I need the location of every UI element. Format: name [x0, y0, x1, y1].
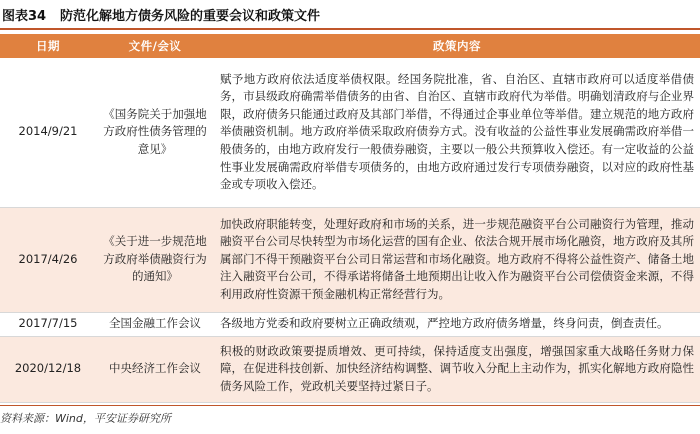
row-document: 《关于进一步规范地方政府举债融资行为的通知》	[96, 207, 214, 312]
figure-number: 图表34	[2, 9, 47, 24]
row-content: 赋予地方政府依法适度举债权限。经国务院批准，省、自治区、直辖市政府可以适度举借债务，市县级政府确需举借债务的由省、自治区、直辖市政府代为举借。明确划清政府与企业界限，政府债务只能通过政府及其部门举借，不得通过企事业单位等举借。建立规范的地方政府举债融资机制。地方政府举债采取政府债券方式。没有收益的公益性事业发展确需政府举借一般债务的，由地方政府发行一般债券融资，主要以一般公共预算收入偿还。有一定收益的公益性事业发展确需政府举借专项债务的，由地方政府通过发行专项债券融资，以对应的政府性基金或专项收入偿还。	[214, 58, 700, 207]
row-date: 2020/12/18	[0, 336, 96, 402]
figure-title	[2, 6, 320, 28]
header-content: 政策内容	[214, 34, 700, 58]
table-row	[0, 312, 700, 336]
row-document: 《国务院关于加强地方政府性债务管理的意见》	[96, 58, 214, 207]
table-header-row	[0, 34, 700, 58]
row-document: 中央经济工作会议	[96, 336, 214, 402]
source-note: 资料来源：Wind，平安证券研究所	[0, 412, 171, 425]
policy-table	[0, 34, 700, 403]
row-date: 2017/4/26	[0, 207, 96, 312]
header-date: 日期	[0, 34, 96, 58]
source-divider	[0, 405, 700, 406]
figure-title-text: 防范化解地方债务风险的重要会议和政策文件	[60, 9, 321, 24]
row-date: 2014/9/21	[0, 58, 96, 207]
table-row	[0, 336, 700, 402]
row-content: 积极的财政政策要提质增效、更可持续，保持适度支出强度，增强国家重大战略任务财力保障，在促进科技创新、加快经济结构调整、调节收入分配上主动作为，抓实化解地方政府隐性债务风险工作，党政机关要坚持过紧日子。	[214, 336, 700, 402]
row-date: 2017/7/15	[0, 312, 96, 336]
row-content: 各级地方党委和政府要树立正确政绩观，严控地方政府债务增量，终身问责，倒查责任。	[214, 312, 700, 336]
table-row	[0, 207, 700, 312]
row-content: 加快政府职能转变，处理好政府和市场的关系，进一步规范融资平台公司融资行为管理，推动融资平台公司尽快转型为市场化运营的国有企业、依法合规开展市场化融资，地方政府及其所属部门不得干预融资平台公司日常运营和市场化融资。地方政府不得将公益性资产、储备土地注入融资平台公司，不得承诺将储备土地预期出让收入作为融资平台公司偿债资金来源，不得利用政府性资源干预金融机构正常经营行为。	[214, 207, 700, 312]
table-row	[0, 58, 700, 207]
header-document: 文件/会议	[96, 34, 214, 58]
row-document: 全国金融工作会议	[96, 312, 214, 336]
title-divider	[0, 28, 700, 30]
